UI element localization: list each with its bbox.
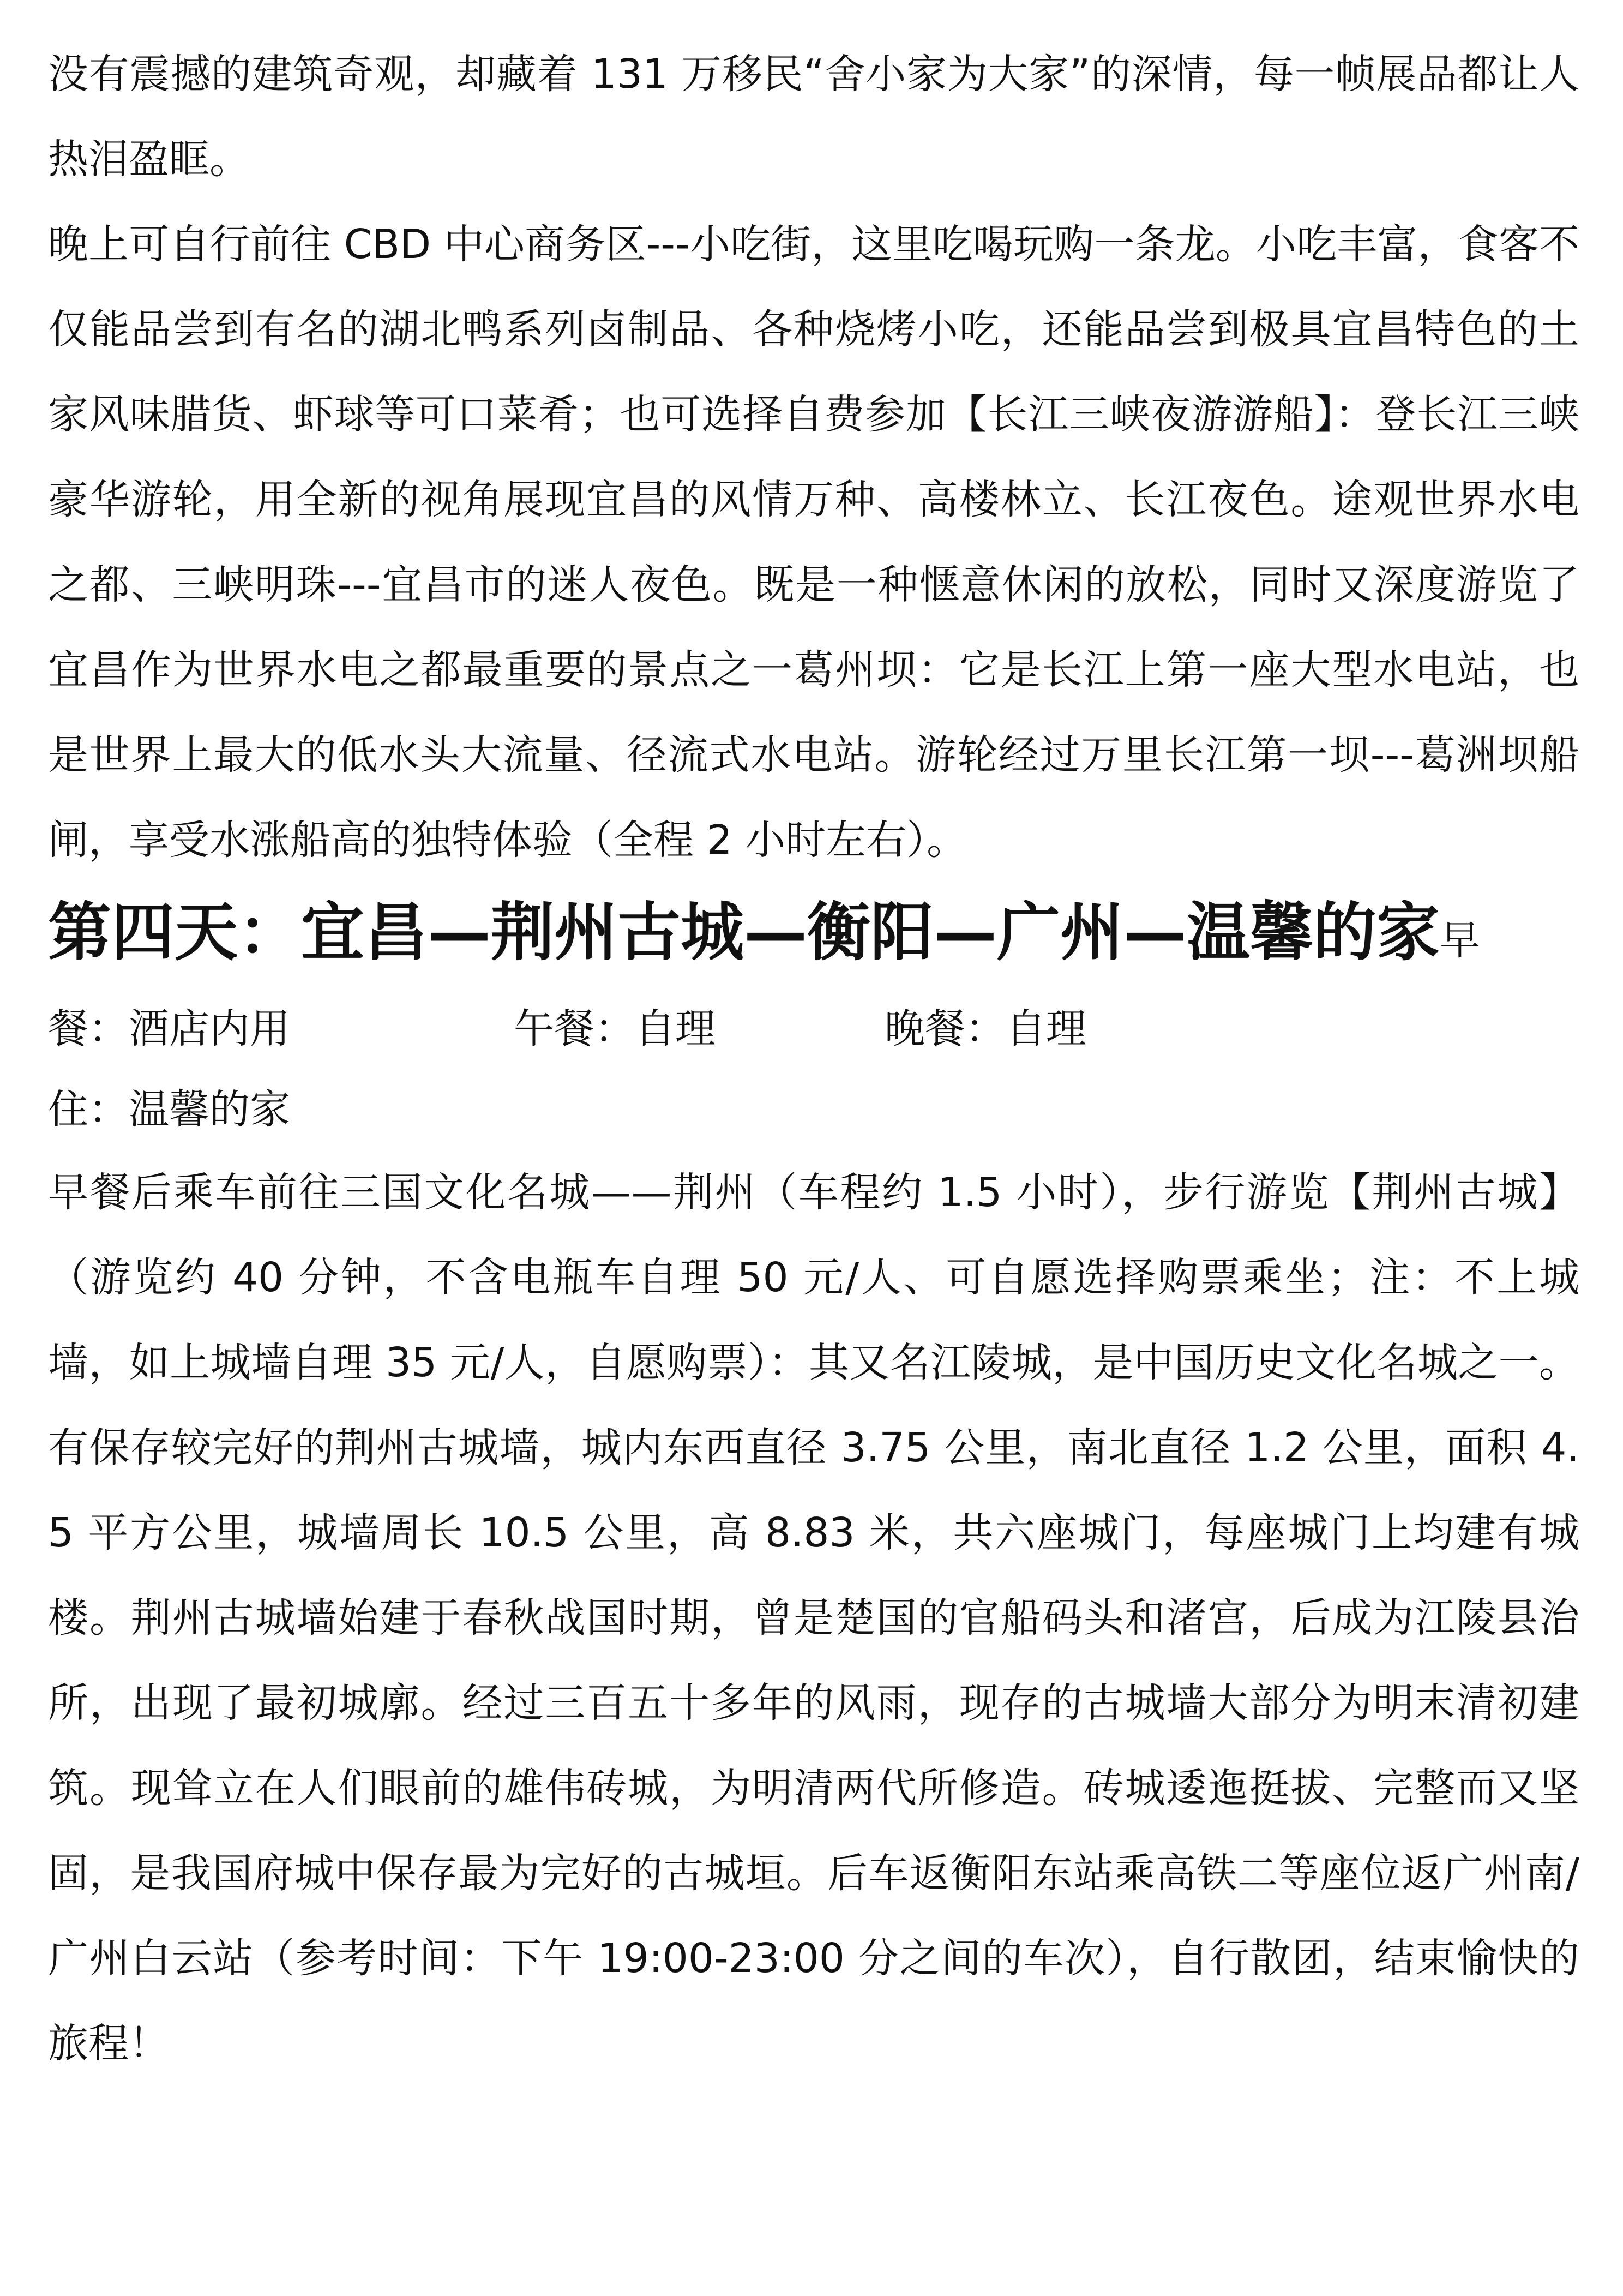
meal-dinner: 晚餐：自理: [885, 1005, 1086, 1052]
day4-heading-line: [48, 883, 1579, 988]
paragraph-evening: 晚上可自行前往 CBD 中心商务区---小吃街，这里吃喝玩购一条龙。小吃丰富，食客不仅能品尝到有名的湖北鸭系列卤制品、各种烧烤小吃，还能品尝到极具宜昌特色的土家风味腊货、虾球等可口菜肴；也可选择自费参加【长江三峡夜游游船】：登长江三峡豪华游轮，用全新的视角展现宜昌的风情万种、高楼林立、长江夜色。途观世界水电之都、三峡明珠---宜昌市的迷人夜色。既是一种惬意休闲的放松，同时又深度游览了宜昌作为世界水电之都最重要的景点之一葛州坝：它是长江上第一座大型水电站，也是世界上最大的低水头大流量、径流式水电站。游轮经过万里长江第一坝---葛洲坝船闸，享受水涨船高的独特体验（全程 2 小时左右）。: [48, 221, 1579, 864]
paragraph-day4-itinerary: 早餐后乘车前往三国文化名城——荆州（车程约 1.5 小时），步行游览【荆州古城】（游览约 40 分钟，不含电瓶车自理 50 元/人、可自愿选择购票乘坐；注：不上城墙，如上城墙自理 35 元/人，自愿购票）：其又名江陵城，是中国历史文化名城之一。有保存较完好的荆州古城墙，城内东西直径 3.75 公里，南北直径 1.2 公里，面积 4.5 平方公里，城墙周长 10.5 公里，高 8.83 米，共六座城门，每座城门上均建有城楼。荆州古城墙始建于春秋战国时期，曾是楚国的官船码头和渚宫，后成为江陵县治所，出现了最初城廓。经过三百五十多年的风雨，现存的古城墙大部分为明末清初建筑。现耸立在人们眼前的雄伟砖城，为明清两代所修造。砖城逶迤挺拔、完整而又坚固，是我国府城中保存最为完好的古城垣。后车返衡阳东站乘高铁二等座位返广州南/广州白云站（参考时间：下午 19:00-23:00 分之间的车次），自行散团，结束愉快的旅程！: [48, 1169, 1579, 2067]
meal-lunch: 午餐：自理: [514, 1005, 716, 1052]
meals-line: [48, 988, 1579, 1069]
meal-breakfast: 餐：酒店内用: [48, 1005, 290, 1052]
document-page: [48, 0, 1579, 2086]
paragraph-museum: 没有震撼的建筑奇观，却藏着 131 万移民“舍小家为大家”的深情，每一帧展品都让人热泪盈眶。: [48, 51, 1579, 183]
day4-title-tail: 早: [1440, 917, 1480, 964]
day4-title: 第四天：宜昌—荆州古城—衡阳—广州—温馨的家: [48, 896, 1440, 969]
stay-line: 住：温馨的家: [48, 1086, 290, 1133]
